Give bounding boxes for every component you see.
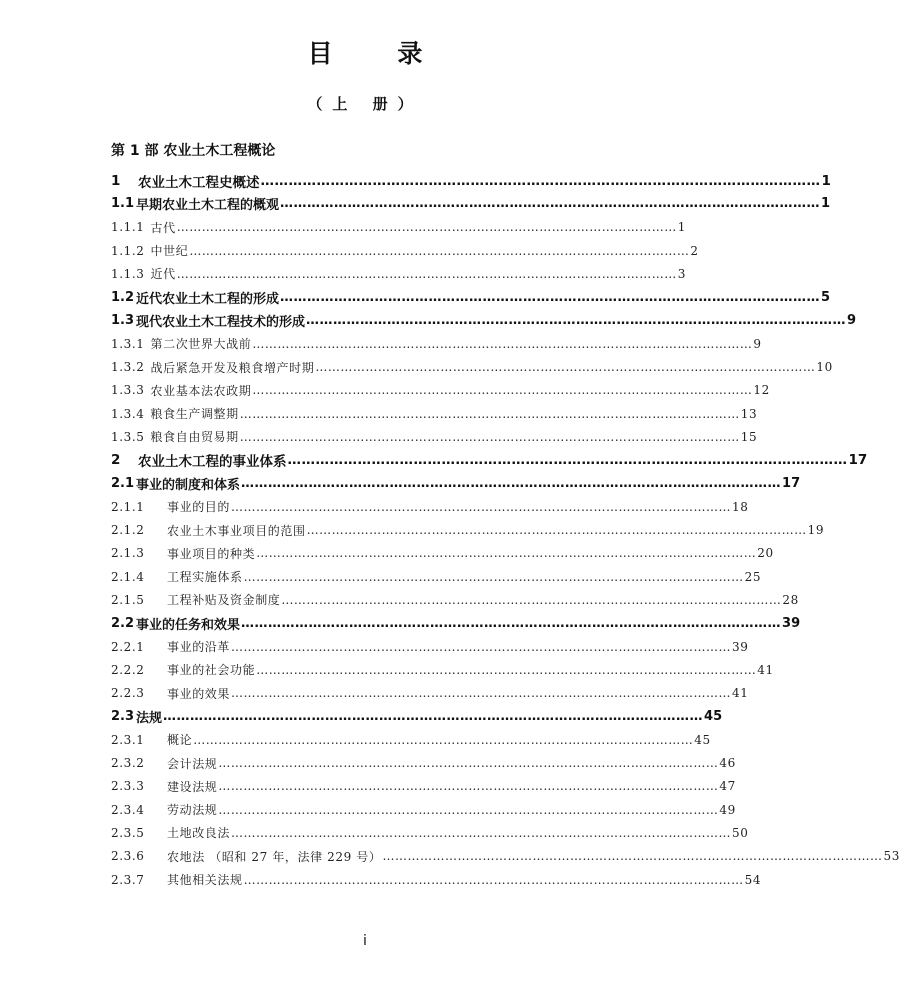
toc-dot-leader: …………………………………………………………………………………………………………: [260, 172, 821, 189]
toc-entry-title: 工程补贴及资金制度: [167, 593, 281, 608]
toc-entry-page: 50: [732, 825, 749, 840]
toc-entry-title: 现代农业土木工程技术的形成: [136, 314, 306, 330]
toc-entry-number: 2.1: [111, 476, 135, 491]
toc-entry-page: 1: [677, 220, 686, 235]
toc-entry-page: 19: [807, 523, 825, 538]
toc-entry-title: 土地改良法: [167, 826, 231, 841]
toc-entry[interactable]: [111, 495, 749, 518]
toc-dot-leader: …………………………………………………………………………………………………………: [306, 312, 847, 328]
toc-entry-page: 49: [719, 802, 736, 817]
part-heading: 第 1 部 农业土木工程概论: [111, 143, 276, 159]
toc-entry[interactable]: [111, 518, 825, 541]
toc-entry-title: 其他相关法规: [167, 873, 243, 888]
toc-entry-page: 13: [740, 406, 758, 421]
toc-entry[interactable]: [111, 355, 833, 378]
toc-entry-title: 古代: [150, 220, 176, 235]
toc-entry[interactable]: [111, 612, 801, 635]
toc-entry-page: 46: [719, 756, 736, 771]
toc-entry[interactable]: [111, 798, 736, 821]
toc-dot-leader: …………………………………………………………………………………………………………: [280, 196, 821, 212]
toc-entry[interactable]: [111, 705, 723, 728]
toc-dot-leader: …………………………………………………………………………………………………………: [176, 220, 677, 235]
toc-entry-page: 5: [821, 289, 831, 305]
toc-entry-title: 事业项目的种类: [167, 546, 256, 561]
toc-entry-title: 建设法规: [167, 779, 218, 794]
toc-entry-number: 2.2.2: [111, 662, 145, 677]
toc-dot-leader: …………………………………………………………………………………………………………: [231, 825, 732, 840]
toc-dot-leader: …………………………………………………………………………………………………………: [252, 383, 753, 398]
toc-entry[interactable]: [111, 402, 758, 425]
toc-entry-page: 9: [847, 312, 857, 328]
toc-entry[interactable]: [111, 379, 770, 402]
toc-entry-number: 2.3.5: [111, 825, 145, 840]
toc-entry[interactable]: [111, 845, 900, 868]
toc-entry-title: 法规: [136, 710, 163, 726]
toc-entry-page: 15: [740, 429, 758, 444]
toc-entry-number: 2.1.1: [111, 499, 145, 514]
toc-entry-page: 20: [757, 546, 774, 561]
toc-entry-page: 53: [883, 849, 900, 864]
toc-entry-page: 18: [732, 499, 749, 514]
toc-entry-title: 农地法 （昭和 27 年，法律 229 号）: [167, 849, 382, 864]
toc-entry-page: 9: [753, 336, 762, 351]
table-of-contents: [111, 169, 900, 891]
toc-entry[interactable]: [111, 169, 831, 192]
toc-dot-leader: …………………………………………………………………………………………………………: [239, 429, 740, 444]
toc-entry-title: 事业的目的: [167, 500, 231, 515]
toc-entry-title: 劳动法规: [167, 803, 218, 818]
toc-entry-number: 2.1.3: [111, 546, 145, 561]
toc-entry-title: 概论: [167, 733, 193, 748]
toc-dot-leader: …………………………………………………………………………………………………………: [243, 872, 744, 887]
toc-entry-page: 3: [677, 266, 686, 281]
toc-dot-leader: …………………………………………………………………………………………………………: [193, 732, 694, 747]
toc-entry-number: 2.2.1: [111, 639, 145, 654]
toc-entry-number: 2.3.1: [111, 732, 145, 747]
toc-dot-leader: …………………………………………………………………………………………………………: [287, 452, 848, 469]
toc-entry-page: 1: [821, 172, 831, 189]
toc-dot-leader: …………………………………………………………………………………………………………: [382, 849, 883, 864]
toc-entry-page: 28: [782, 592, 799, 607]
toc-entry[interactable]: [111, 751, 736, 774]
toc-entry-number: 2.3.4: [111, 802, 145, 817]
toc-entry[interactable]: [111, 192, 831, 215]
toc-entry-page: 54: [744, 872, 762, 887]
toc-entry-number: 1.3: [111, 312, 135, 328]
toc-dot-leader: …………………………………………………………………………………………………………: [241, 615, 782, 631]
toc-entry[interactable]: [111, 239, 699, 262]
toc-entry[interactable]: [111, 821, 749, 844]
toc-dot-leader: …………………………………………………………………………………………………………: [231, 639, 732, 654]
toc-dot-leader: …………………………………………………………………………………………………………: [256, 662, 757, 677]
toc-entry[interactable]: [111, 332, 762, 355]
toc-entry[interactable]: [111, 775, 736, 798]
toc-entry-page: 39: [782, 615, 801, 631]
toc-dot-leader: …………………………………………………………………………………………………………: [280, 289, 821, 305]
toc-entry[interactable]: [111, 588, 799, 611]
toc-entry-page: 41: [757, 662, 774, 677]
toc-dot-leader: …………………………………………………………………………………………………………: [218, 802, 719, 817]
toc-dot-leader: …………………………………………………………………………………………………………: [176, 266, 677, 281]
toc-entry-title: 农业土木事业项目的范围: [167, 523, 306, 538]
toc-entry-number: 2.3.3: [111, 779, 145, 794]
toc-entry[interactable]: [111, 565, 762, 588]
toc-entry[interactable]: [111, 216, 686, 239]
toc-entry-page: 45: [704, 708, 723, 724]
toc-dot-leader: …………………………………………………………………………………………………………: [218, 779, 719, 794]
toc-entry-title: 第二次世界大战前: [150, 337, 252, 352]
toc-entry-page: 47: [719, 779, 736, 794]
toc-entry-number: 2.3.7: [111, 872, 145, 887]
toc-entry-page: 41: [732, 686, 749, 701]
toc-entry[interactable]: [111, 682, 749, 705]
toc-entry-number: 1.3.3: [111, 383, 145, 398]
toc-entry[interactable]: [111, 658, 774, 681]
toc-entry[interactable]: [111, 728, 711, 751]
toc-dot-leader: …………………………………………………………………………………………………………: [306, 523, 807, 538]
toc-entry[interactable]: [111, 635, 749, 658]
toc-entry[interactable]: [111, 868, 762, 891]
toc-entry-title: 事业的制度和体系: [136, 478, 241, 493]
toc-entry-title: 农业土木工程的事业体系: [138, 454, 287, 471]
toc-entry-title: 早期农业土木工程的概观: [136, 198, 280, 214]
toc-dot-leader: …………………………………………………………………………………………………………: [231, 499, 732, 514]
toc-entry-number: 1.1: [111, 196, 135, 212]
toc-entry-title: 会计法规: [167, 756, 218, 771]
toc-entry-page: 10: [816, 360, 833, 375]
toc-dot-leader: …………………………………………………………………………………………………………: [189, 243, 690, 258]
toc-dot-leader: …………………………………………………………………………………………………………: [231, 686, 732, 701]
toc-entry-title: 中世纪: [150, 244, 189, 259]
toc-entry-title: 近代: [150, 267, 176, 282]
toc-entry-number: 2.2: [111, 615, 135, 631]
toc-entry-title: 事业的任务和效果: [136, 617, 241, 633]
toc-dot-leader: …………………………………………………………………………………………………………: [252, 336, 753, 351]
volume-subtitle: （上 册）: [307, 95, 423, 113]
toc-dot-leader: …………………………………………………………………………………………………………: [243, 569, 744, 584]
toc-entry-page: 1: [821, 196, 831, 212]
toc-entry-page: 12: [753, 383, 770, 398]
toc-entry-number: 1.3.2: [111, 360, 145, 375]
toc-entry-number: 1.3.4: [111, 406, 145, 421]
toc-entry-number: 2.3.6: [111, 849, 145, 864]
toc-entry-number: 2.2.3: [111, 686, 145, 701]
toc-entry-title: 农业基本法农政期: [150, 383, 252, 398]
toc-entry-number: 1.1.1: [111, 220, 145, 235]
toc-entry-number: 2.1.5: [111, 592, 145, 607]
toc-entry-number: 1.1.2: [111, 243, 145, 258]
toc-entry-number: 1.3.5: [111, 429, 145, 444]
toc-entry-page: 25: [744, 569, 762, 584]
toc-entry[interactable]: [111, 449, 868, 472]
toc-entry[interactable]: [111, 262, 686, 285]
toc-dot-leader: …………………………………………………………………………………………………………: [239, 406, 740, 421]
toc-entry[interactable]: [111, 542, 774, 565]
toc-entry-title: 战后紧急开发及粮食增产时期: [150, 360, 315, 375]
page-number: i: [363, 933, 367, 949]
toc-dot-leader: …………………………………………………………………………………………………………: [256, 546, 757, 561]
toc-entry-number: 1.2: [111, 289, 135, 305]
toc-entry-page: 17: [848, 452, 868, 469]
toc-dot-leader: …………………………………………………………………………………………………………: [241, 476, 782, 491]
toc-entry-number: 1: [111, 172, 121, 189]
toc-entry-title: 粮食自由贸易期: [150, 430, 239, 445]
toc-entry-title: 事业的效果: [167, 686, 231, 701]
toc-entry-page: 39: [732, 639, 749, 654]
toc-entry-title: 事业的社会功能: [167, 663, 256, 678]
toc-entry[interactable]: [111, 285, 831, 308]
toc-entry-title: 工程实施体系: [167, 570, 243, 585]
toc-dot-leader: …………………………………………………………………………………………………………: [163, 708, 704, 724]
toc-entry-number: 2.1.4: [111, 569, 145, 584]
toc-entry[interactable]: [111, 309, 857, 332]
page-title: 目 录: [307, 39, 451, 68]
toc-dot-leader: …………………………………………………………………………………………………………: [281, 592, 782, 607]
toc-entry-number: 1.3.1: [111, 336, 145, 351]
toc-entry[interactable]: [111, 425, 758, 448]
toc-entry-title: 粮食生产调整期: [150, 407, 239, 422]
toc-entry[interactable]: [111, 472, 801, 495]
toc-entry-page: 45: [694, 732, 711, 747]
toc-entry-number: 2: [111, 452, 121, 469]
toc-entry-title: 农业土木工程史概述: [138, 174, 260, 191]
toc-entry-number: 1.1.3: [111, 266, 145, 281]
toc-dot-leader: …………………………………………………………………………………………………………: [315, 360, 816, 375]
toc-dot-leader: …………………………………………………………………………………………………………: [218, 756, 719, 771]
toc-entry-title: 近代农业土木工程的形成: [136, 291, 280, 307]
toc-entry-page: 2: [690, 243, 699, 258]
toc-entry-page: 17: [782, 476, 801, 491]
toc-entry-number: 2.1.2: [111, 523, 145, 538]
toc-entry-title: 事业的沿革: [167, 640, 231, 655]
toc-entry-number: 2.3: [111, 708, 135, 724]
toc-entry-number: 2.3.2: [111, 756, 145, 771]
